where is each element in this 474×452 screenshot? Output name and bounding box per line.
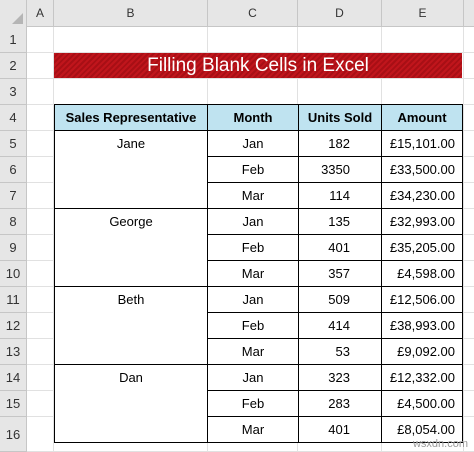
sheet-title[interactable]: Filling Blank Cells in Excel <box>54 53 462 78</box>
cell-sales-rep[interactable]: Beth <box>55 287 208 313</box>
table-row <box>55 287 463 313</box>
cell-month[interactable]: Feb <box>208 391 299 417</box>
table-row <box>55 365 463 391</box>
row-header-13[interactable]: 13 <box>0 339 27 365</box>
sales-table <box>54 104 463 443</box>
table-row <box>55 261 463 287</box>
table-row <box>55 339 463 365</box>
row-header-6[interactable]: 6 <box>0 157 27 183</box>
table-row <box>55 157 463 183</box>
row-header-16[interactable]: 16 <box>0 417 27 452</box>
cell-month[interactable]: Jan <box>208 209 299 235</box>
row-header-1[interactable]: 1 <box>0 27 27 53</box>
select-all-triangle-icon <box>12 13 23 24</box>
cell-units-sold[interactable]: 3350 <box>299 157 382 183</box>
cell-month[interactable]: Jan <box>208 365 299 391</box>
cell-month[interactable]: Jan <box>208 131 299 157</box>
row-header-4[interactable]: 4 <box>0 105 27 131</box>
table-row <box>55 209 463 235</box>
cell-sales-rep[interactable] <box>55 261 208 287</box>
cell-amount[interactable]: £32,993.00 <box>382 209 463 235</box>
cell-units-sold[interactable]: 414 <box>299 313 382 339</box>
cell-amount[interactable]: £9,092.00 <box>382 339 463 365</box>
cell-sales-rep[interactable]: Dan <box>55 365 208 391</box>
row-header-11[interactable]: 11 <box>0 287 27 313</box>
cell-sales-rep[interactable] <box>55 313 208 339</box>
table-row <box>55 183 463 209</box>
cell-month[interactable]: Mar <box>208 183 299 209</box>
column-header-c[interactable]: C <box>208 0 298 27</box>
cell-units-sold[interactable]: 323 <box>299 365 382 391</box>
cell-units-sold[interactable]: 401 <box>299 235 382 261</box>
row-header-10[interactable]: 10 <box>0 261 27 287</box>
cell-amount[interactable]: £8,054.00 <box>382 417 463 443</box>
row-header-5[interactable]: 5 <box>0 131 27 157</box>
cell-units-sold[interactable]: 357 <box>299 261 382 287</box>
cell-units-sold[interactable]: 135 <box>299 209 382 235</box>
gridline <box>463 27 464 452</box>
cell-month[interactable]: Feb <box>208 313 299 339</box>
row-header-9[interactable]: 9 <box>0 235 27 261</box>
cell-month[interactable]: Feb <box>208 235 299 261</box>
row-header-3[interactable]: 3 <box>0 79 27 105</box>
cell-sales-rep[interactable]: George <box>55 209 208 235</box>
cell-sales-rep[interactable] <box>55 157 208 183</box>
column-header-e[interactable]: E <box>382 0 464 27</box>
cell-sales-rep[interactable] <box>55 391 208 417</box>
cell-amount[interactable]: £15,101.00 <box>382 131 463 157</box>
header-month[interactable]: Month <box>208 105 299 131</box>
row-header-14[interactable]: 14 <box>0 365 27 391</box>
column-header-d[interactable]: D <box>298 0 382 27</box>
column-header-b[interactable]: B <box>54 0 208 27</box>
cell-amount[interactable]: £12,332.00 <box>382 365 463 391</box>
header-units-sold[interactable]: Units Sold <box>299 105 382 131</box>
cell-amount[interactable]: £34,230.00 <box>382 183 463 209</box>
cell-units-sold[interactable]: 283 <box>299 391 382 417</box>
cell-units-sold[interactable]: 401 <box>299 417 382 443</box>
table-row <box>55 235 463 261</box>
row-header-15[interactable]: 15 <box>0 391 27 417</box>
row-header-2[interactable]: 2 <box>0 53 27 79</box>
row-header-12[interactable]: 12 <box>0 313 27 339</box>
table-header-row <box>55 105 463 131</box>
cell-amount[interactable]: £35,205.00 <box>382 235 463 261</box>
table-row <box>55 417 463 443</box>
cell-month[interactable]: Mar <box>208 261 299 287</box>
cell-month[interactable]: Jan <box>208 287 299 313</box>
watermark: wsxdn.com <box>412 438 468 450</box>
header-sales-representative[interactable]: Sales Representative <box>55 105 208 131</box>
table-row <box>55 391 463 417</box>
cell-sales-rep[interactable] <box>55 235 208 261</box>
cell-month[interactable]: Mar <box>208 417 299 443</box>
cell-amount[interactable]: £33,500.00 <box>382 157 463 183</box>
row-header-7[interactable]: 7 <box>0 183 27 209</box>
select-all-button[interactable] <box>0 0 27 27</box>
cell-units-sold[interactable]: 53 <box>299 339 382 365</box>
cell-sales-rep[interactable] <box>55 183 208 209</box>
cell-sales-rep[interactable]: Jane <box>55 131 208 157</box>
table-row <box>55 131 463 157</box>
cell-units-sold[interactable]: 509 <box>299 287 382 313</box>
cell-month[interactable]: Feb <box>208 157 299 183</box>
cell-amount[interactable]: £38,993.00 <box>382 313 463 339</box>
header-amount[interactable]: Amount <box>382 105 463 131</box>
cell-amount[interactable]: £4,598.00 <box>382 261 463 287</box>
table-row <box>55 313 463 339</box>
cell-month[interactable]: Mar <box>208 339 299 365</box>
cell-amount[interactable]: £4,500.00 <box>382 391 463 417</box>
gridline <box>27 78 474 79</box>
column-header-a[interactable]: A <box>27 0 54 27</box>
cell-units-sold[interactable]: 114 <box>299 183 382 209</box>
cell-sales-rep[interactable] <box>55 417 208 443</box>
cell-units-sold[interactable]: 182 <box>299 131 382 157</box>
row-header-8[interactable]: 8 <box>0 209 27 235</box>
cell-amount[interactable]: £12,506.00 <box>382 287 463 313</box>
cell-sales-rep[interactable] <box>55 339 208 365</box>
column-header-bar <box>0 0 474 27</box>
